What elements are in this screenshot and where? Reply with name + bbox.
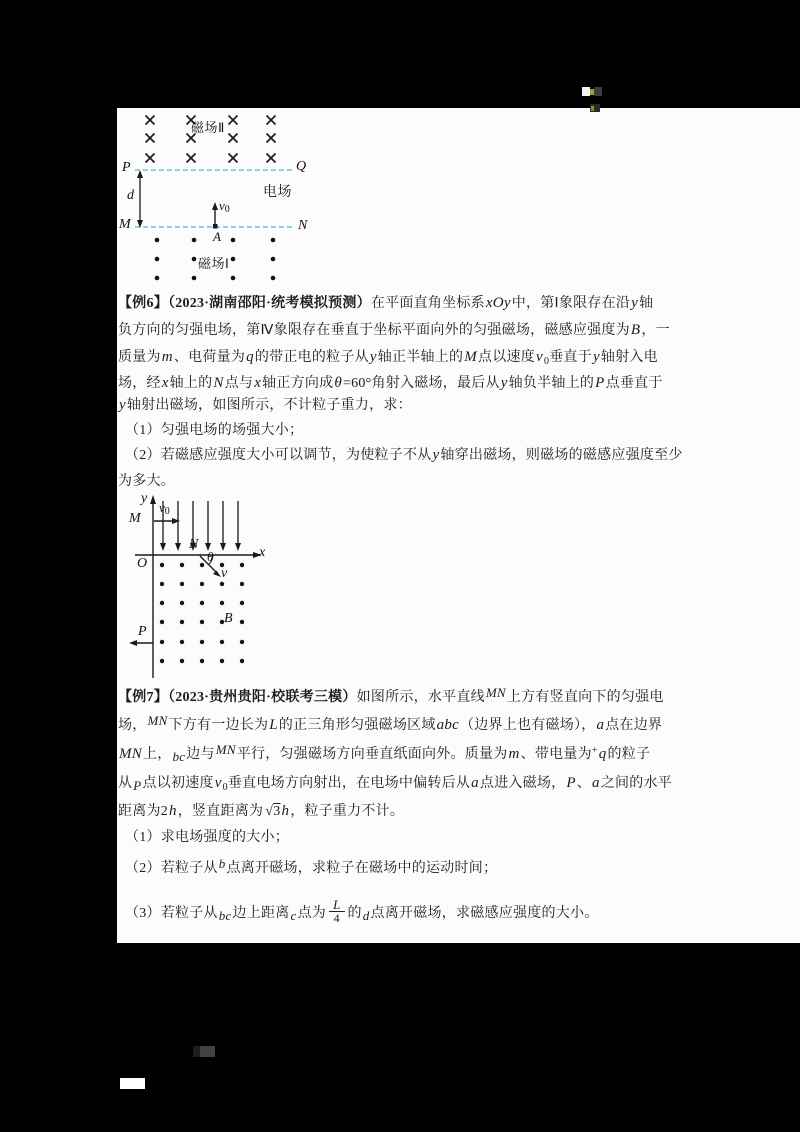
bottom-artifact-gray-icon (200, 1046, 215, 1057)
problem6-line-3: 质量为m、电荷量为q的带正电的粒子从y轴正半轴上的M点以速度$v_0$垂直于y轴射入电 (118, 349, 658, 367)
diagram2-b-label: B (224, 611, 233, 626)
efield-arrows (160, 501, 241, 551)
diagram2-x-label: x (259, 545, 266, 560)
problem7-line-2: 场，MN下方有一边长为L的正三角形匀强磁场区域abc（边界上也有磁场），a点在边界 (118, 713, 663, 733)
v-arrowhead (213, 571, 221, 578)
p-exit-arrowhead (129, 640, 137, 646)
problem7-question-2: （2）若粒子从b点离开磁场，求粒子在磁场中的运动时间； (125, 856, 498, 876)
problem7-line-3: MN上，bc边与MN平行，匀强磁场方向垂直纸面向外。质量为m、带电量为+q的粒子 (119, 742, 651, 764)
diagram1-n-label: N (298, 218, 308, 233)
diagram2-p-label: P (138, 624, 147, 639)
problem7-question-1: （1）求电场强度的大小； (125, 830, 289, 845)
diagram1-m-label: M (119, 217, 131, 232)
diagram2-n-label: N (189, 537, 199, 552)
y-axis-arrowhead (150, 495, 156, 504)
diagram1-d-label: d (127, 188, 134, 203)
diagram1-field2-label: 磁场Ⅱ (191, 120, 225, 135)
problem6-question-2: （2）若磁感应强度大小可以调节，为使粒子不从y轴穿出磁场，则磁场的磁感应强度至少 (125, 447, 683, 463)
d-gap-arrow (137, 170, 143, 228)
diagram2-m-label: M (129, 511, 141, 526)
diagram2-v-label: v (221, 566, 228, 581)
problem6-line-5: y轴射出磁场，如图所示，不计粒子重力，求： (119, 397, 412, 413)
problem6-line-2: 负方向的匀强电场，第Ⅳ象限存在垂直于坐标平面向外的匀强磁场，磁感应强度为B，一 (118, 322, 670, 338)
problem7-line-1: 【例7】（2023·贵州贵阳·校联考三模）如图所示，水平直线MN上方有竖直向下的匀强电 (118, 685, 664, 705)
m-v0-arrowhead (172, 518, 180, 524)
bottom-artifact-dark-icon (193, 1046, 200, 1057)
bottom-artifact-white-bar (120, 1078, 145, 1089)
problem7-question-3: （3）若粒子从bc边上距离c点为 $\frac{L}{4}$ 的d点离开磁场，求磁感应强度的大小。 (125, 897, 599, 926)
diagram1-a-label: A (213, 229, 221, 244)
problem6-line-1: 【例6】（2023·湖南邵阳·统考模拟预测）在平面直角坐标系xOy中，第Ⅰ象限存在沿y轴 (118, 295, 654, 311)
problem6-line-4: 场，经x轴上的N点与x轴正方向成θ=60°角射入磁场，最后从y轴负半轴上的P点垂直于 (118, 375, 663, 391)
diagram2-o-label: O (137, 556, 148, 571)
diagram2-theta-label: θ (207, 549, 214, 564)
problem7-line-4: 从P点以初速度$v_0$垂直电场方向射出，在电场中偏转后从a点进入磁场，P、a之间的水平 (118, 775, 673, 793)
problem7-line-5: 距离为2h，竖直距离为 √3h，粒子重力不计。 (118, 803, 405, 819)
v0-arrow (212, 202, 218, 229)
top-artifact-gray-icon (594, 87, 602, 96)
point-a-marker (213, 224, 218, 229)
problem6-question-1: （1）匀强电场的场强大小； (125, 423, 304, 438)
diagram2-v0-label: v0 (159, 500, 170, 517)
top-artifact-olive-dot-icon (591, 106, 594, 111)
diagram1-q-label: Q (296, 159, 307, 174)
diagram1-p-label: P (122, 160, 131, 175)
diagram1-field1-label: 磁场Ⅰ (198, 256, 230, 271)
diagram2-y-label: y (141, 491, 148, 506)
diagram1-efield-label: 电场 (263, 185, 292, 200)
problem6-line-8: 为多大。 (118, 474, 175, 489)
diagram2-figure (117, 495, 277, 685)
top-artifact-white-icon (582, 87, 590, 96)
diagram1-v0-label: v0 (219, 198, 230, 215)
